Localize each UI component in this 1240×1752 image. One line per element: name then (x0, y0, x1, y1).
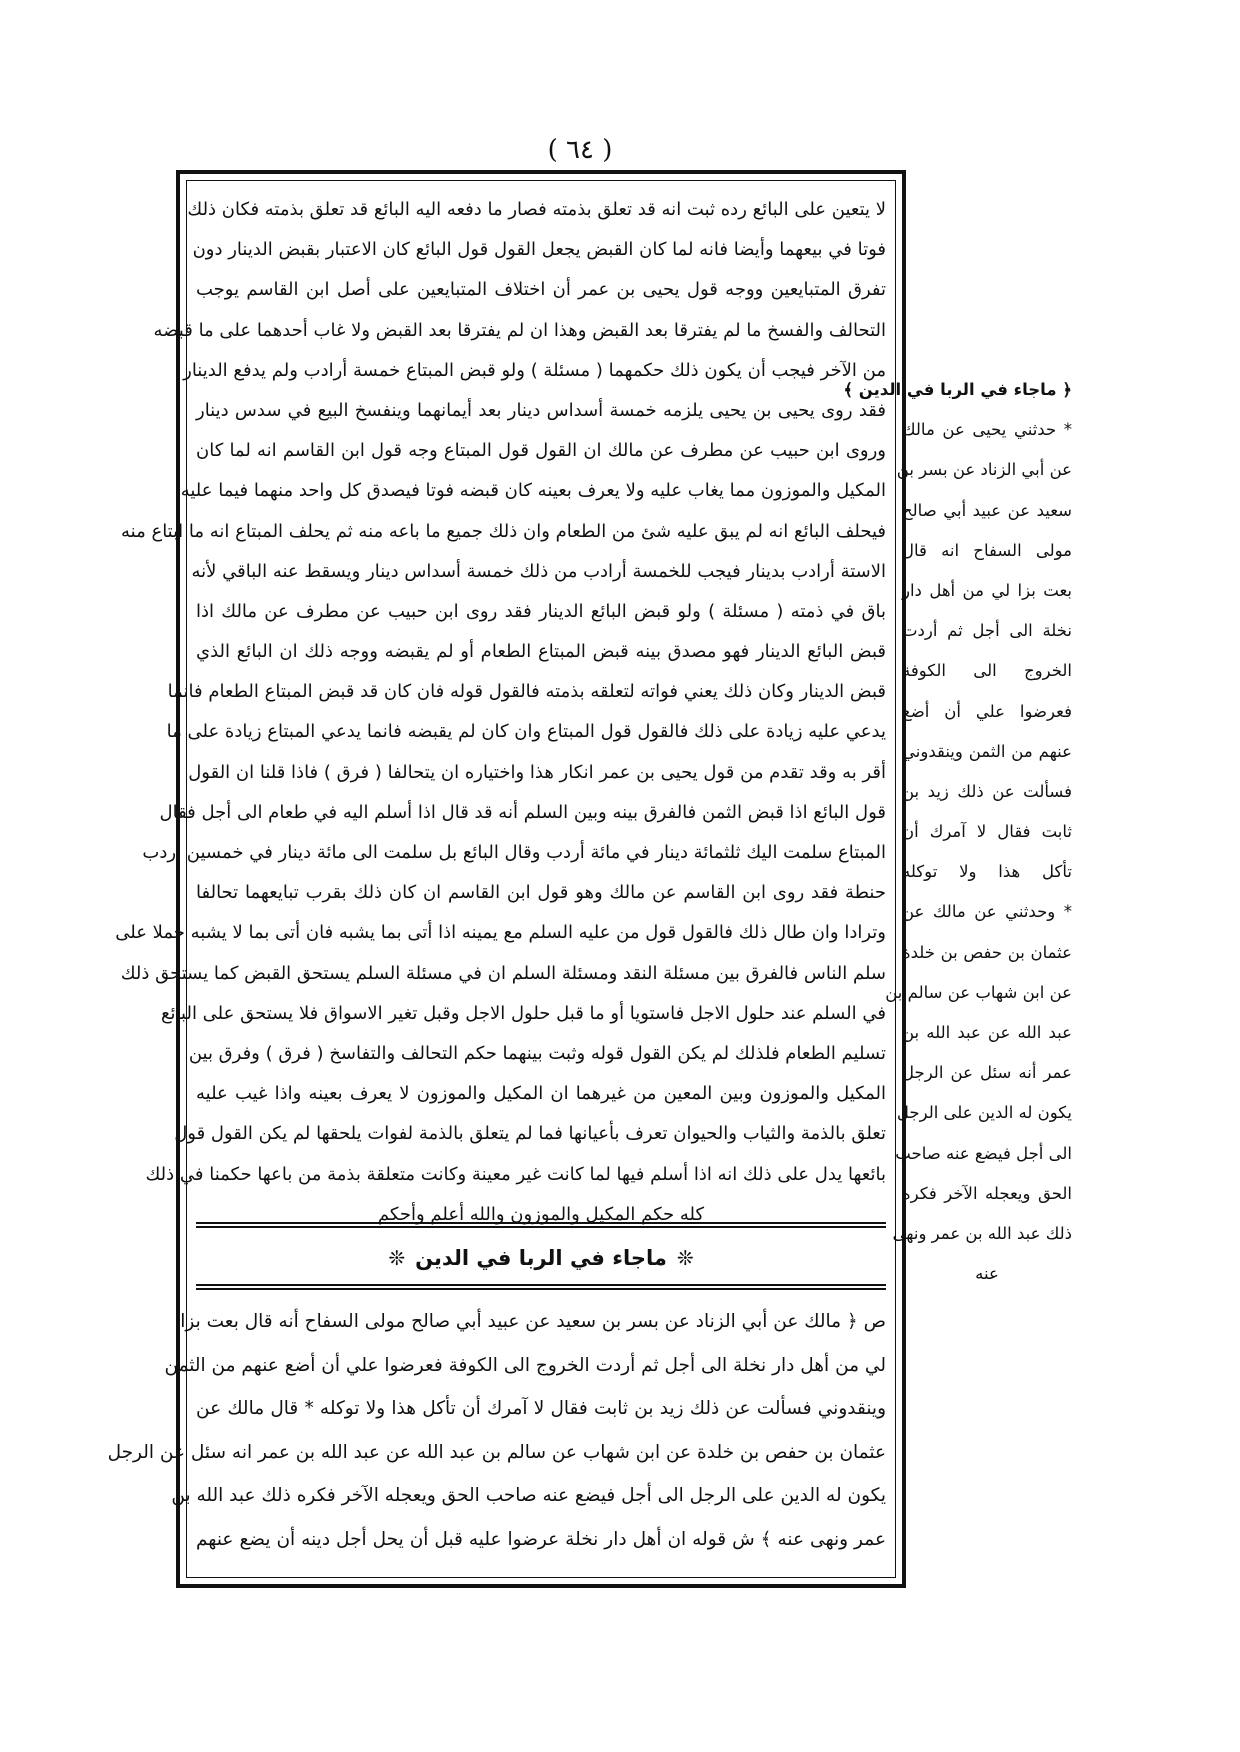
commentary-line: باق في ذمته ( مسئلة ) ولو قبض البائع الدينار فقد روى ابن حبيب عن مطرف عن مالك اذا (196, 600, 886, 622)
margin-line: الى أجل فيضع عنه صاحب (895, 1143, 1072, 1163)
commentary-line: بائعها يدل على ذلك انه اذا أسلم فيها لما كانت غير معينة وكانت متعلقة بذمة من باعها حكمنا في ذلك (145, 1163, 886, 1185)
margin-line: عمر أنه سئل عن الرجل (902, 1063, 1072, 1083)
margin-line: الحق ويعجله الآخر فكره (902, 1183, 1072, 1203)
margin-line: الخروج الى الكوفة (902, 661, 1072, 681)
section-divider-bottom (196, 1284, 886, 1290)
margin-line: ثابت فقال لا آمرك أن (902, 822, 1072, 842)
ornament-icon: ❊ (676, 1246, 694, 1270)
commentary-line: حنطة فقد روى ابن القاسم عن مالك وهو قول ابن القاسم ان كان ذلك بقرب تبايعهما تحالفا (196, 882, 886, 904)
commentary-line: تفرق المتبايعين ووجه قول يحيى بن عمر أن اختلاف المتبايعين على أصل ابن القاسم يوجب (196, 279, 886, 301)
page-number: ( ٦٤ ) (547, 135, 613, 165)
commentary-line: قول البائع اذا قبض الثمن فالفرق بينه وبين السلم أنه قد قال اذا أسلم اليه في طعام الى أجل فقال (159, 801, 886, 823)
margin-line: ذلك عبد الله بن عمر ونهى (892, 1223, 1072, 1243)
commentary-line: وروى ابن حبيب عن مطرف عن مالك ان القول قول المبتاع وجه قول ابن القاسم انه لما كان (196, 440, 886, 462)
commentary-line: في السلم عند حلول الاجل فاستويا أو ما قبل حلول الاجل وقبل تغير الاسواق فلا يستحق على البائع (160, 1002, 886, 1024)
matn-line: عثمان بن حفص بن خلدة عن ابن شهاب عن سالم بن عبد الله عن عبد الله بن عمر انه سئل عن الرجل (107, 1441, 886, 1463)
margin-line: عبد الله عن عبد الله بن (902, 1023, 1072, 1042)
margin-line: * وحدثني عن مالك عن (902, 902, 1072, 922)
commentary-line: سلم الناس فالفرق بين مسئلة النقد ومسئلة السلم ان في مسئلة السلم يستحق القبض كما يستحق ذلك (120, 962, 886, 984)
margin-line: فعرضوا علي أن أضع (902, 701, 1072, 721)
margin-line: عن ابن شهاب عن سالم بن (885, 982, 1072, 1002)
margin-line: بعت بزا لي من أهل دار (902, 580, 1072, 600)
margin-heading: ﴿ ماجاء في الربا في الدين ﴾ (843, 380, 1072, 399)
section-heading (196, 1236, 886, 1280)
ornament-icon: ❊ (388, 1246, 406, 1270)
margin-line: تأكل هذا ولا توكله (902, 862, 1072, 882)
matn-line: ص ﴿ مالك عن أبي الزناد عن بسر بن سعيد عن عبيد أبي صالح مولى السفاح أنه قال بعت بزا (180, 1311, 886, 1332)
margin-line: عنهم من الثمن وينقدوني (902, 741, 1072, 761)
margin-line: عنه (975, 1264, 999, 1284)
commentary-line: تعلق بالذمة والثياب والحيوان تعرف بأعيانها فما لم يتعلق بالذمة لفوات يلحقها لم يكن القول قول (174, 1123, 886, 1145)
commentary-line: فقد روى يحيى بن يحيى يلزمه خمسة أسداس دينار بعد أيمانهما وينفسخ البيع في سدس دينار (196, 399, 886, 421)
commentary-line: فوتا في بيعهما وأيضا فانه لما كان القبض يجعل القول قول البائع كان الاعتبار بقبض الدينار دون (192, 239, 886, 261)
margin-hadith-column (843, 370, 1072, 1290)
commentary-line: تسليم الطعام فلذلك لم يكن القول قوله وثبت بينهما حكم التحالف والتفاسخ ( فرق ) وفرق بين (188, 1042, 886, 1064)
commentary-line: فيحلف البائع انه لم يبق عليه شئ من الطعام وان ذلك جميع ما باعه منه ثم يحلف المبتاع انه ما ابتاع منه (121, 520, 886, 542)
commentary-line: وترادا وان طال ذلك فالقول قول من عليه السلم مع يمينه اذا أتى بما يشبه فان أتى بما لا يشبه حملا على (115, 922, 886, 944)
commentary-line: الاستة أرادب بدينار فيجب للخمسة أرادب من ذلك خمسة أسداس دينار ويسقط عنه الباقي لأنه (191, 560, 886, 582)
commentary-line-last: كله حكم المكيل والموزون والله أعلم وأحكم (377, 1203, 705, 1225)
margin-line: سعيد عن عبيد أبي صالح (902, 500, 1072, 520)
matn-line: عمر ونهى عنه ﴾ ش قوله ان أهل دار نخلة عرضوا عليه قبل أن يحل أجل دينه أن يضع عنهم (196, 1528, 886, 1550)
commentary-line: لا يتعين على البائع رده ثبت انه قد تعلق بذمته فصار ما دفعه اليه البائع قد تعلق بذمته فكان ذلك (187, 199, 886, 220)
commentary-line: المبتاع سلمت اليك ثلثمائة دينار في مائة أردب وقال البائع بل سلمت الى مائة دينار في خمسين أردب (142, 842, 886, 863)
matn-block (107, 1300, 886, 1570)
margin-line: * حدثني يحيى عن مالك (902, 420, 1072, 440)
commentary-line: يدعي عليه زيادة على ذلك فالقول قول المبتاع وان كان لم يقبضه فانما يدعي المبتاع زيادة على ما (166, 721, 886, 743)
commentary-block (115, 190, 886, 1225)
matn-line: وينقدوني فسألت عن ذلك زيد بن ثابت فقال لا آمرك أن تأكل هذا ولا توكله * قال مالك عن (196, 1398, 886, 1419)
matn-line: يكون له الدين على الرجل الى أجل فيضع عنه صاحب الحق ويعجله الآخر فكره ذلك عبد الله بن (171, 1485, 886, 1506)
commentary-line: أقر به وقد تقدم من قول يحيى بن عمر انكار هذا واختياره ان يتحالفا ( فرق ) فاذا قلنا ان القول (188, 761, 886, 783)
matn-line: لي من أهل دار نخلة الى أجل ثم أردت الخروج الى الكوفة فعرضوا علي أن أضع عنهم من الثمن (164, 1354, 886, 1376)
commentary-line: التحالف والفسخ ما لم يفترقا بعد القبض وهذا ان لم يفترقا بعد القبض ولا غاب أحدهما على ما قبضه (153, 319, 886, 341)
section-heading-text: ماجاء في الربا في الدين (415, 1246, 667, 1270)
commentary-line: المكيل والموزون مما يغاب عليه ولا يعرف بعينه كان قبضه فوتا فيصدق كل واحد منهما فيما عليه (180, 480, 886, 502)
margin-line: نخلة الى أجل ثم أردت (902, 621, 1072, 641)
margin-line: عن أبي الزناد عن بسر بن (896, 460, 1072, 480)
margin-line: عثمان بن حفص بن خلدة (902, 942, 1072, 962)
margin-line: فسألت عن ذلك زيد بن (902, 781, 1072, 801)
commentary-line: قبض البائع الدينار فهو مصدق بينه قبض المبتاع الطعام أو لم يقبضه ووجه ذلك ان البائع الذي (196, 641, 886, 663)
margin-line: مولى السفاح انه قال (902, 540, 1072, 560)
commentary-line: من الآخر فيجب أن يكون ذلك حكمهما ( مسئلة ) ولو قبض المبتاع خمسة أرادب ولم يدفع الدينار (183, 359, 886, 381)
commentary-line: قبض الدينار وكان ذلك يعني فواته لتعلقه بذمته فالقول قوله فان كان قد قبض المبتاع الطعام فانما (167, 681, 886, 703)
section-divider-top (196, 1222, 886, 1228)
commentary-line: المكيل والموزون وبين المعين من غيرهما ان المكيل والموزون لا يعرف بعينه واذا غيب عليه (196, 1083, 886, 1105)
margin-line: يكون له الدين على الرجل (896, 1103, 1072, 1123)
